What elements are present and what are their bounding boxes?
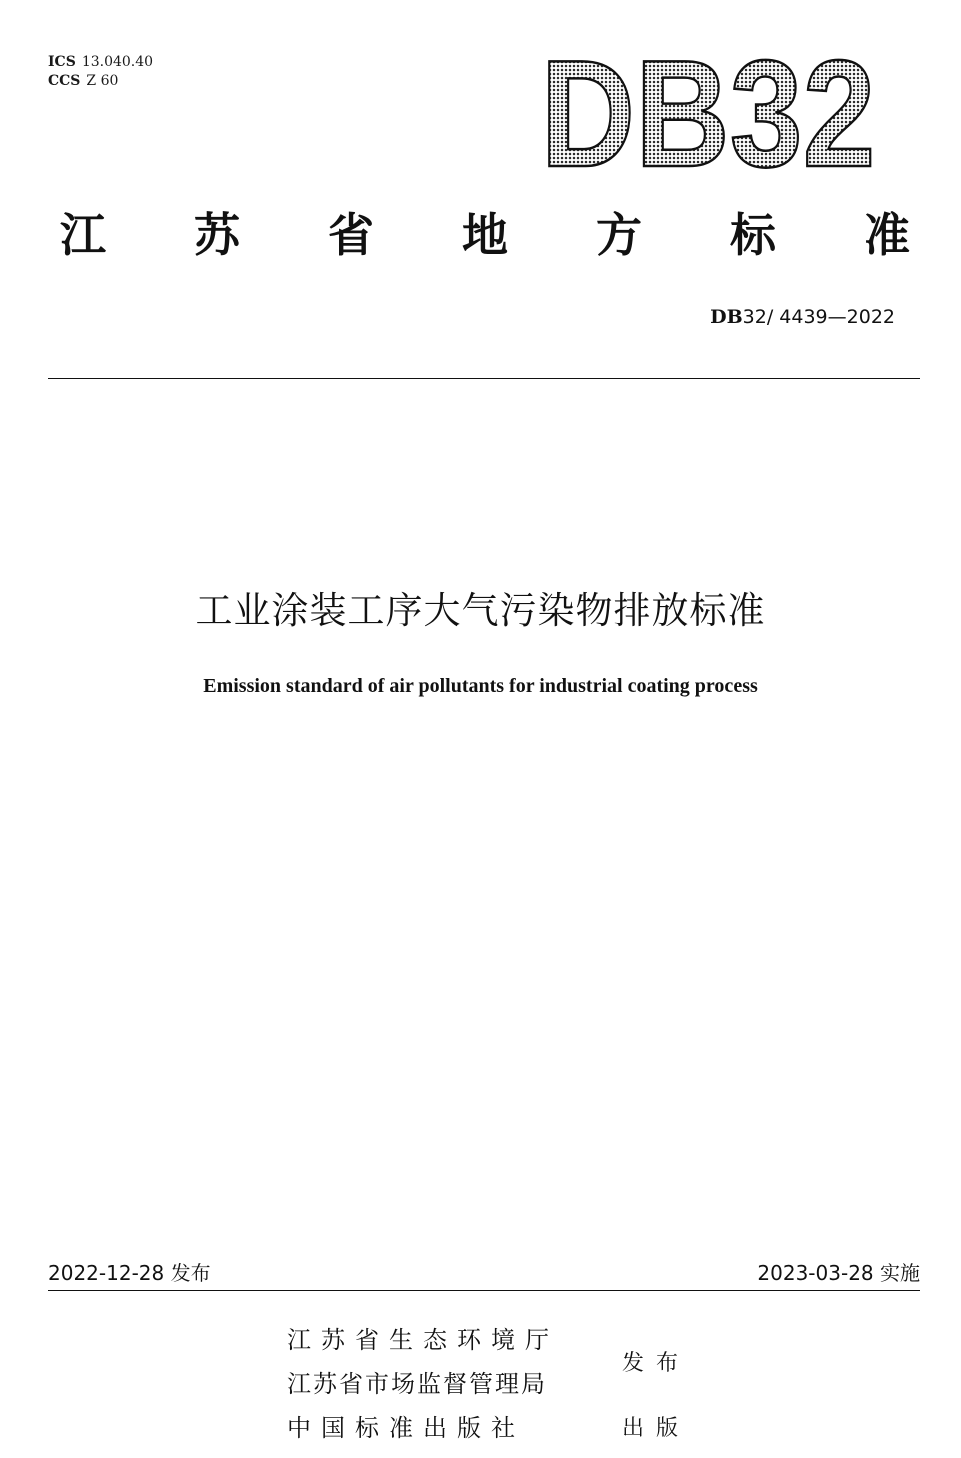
db32-logo-text: DB32: [540, 29, 876, 199]
english-title: Emission standard of air pollutants for industrial coating process: [203, 675, 758, 697]
standard-type-char: 江: [60, 208, 106, 262]
standard-type-heading: [60, 200, 910, 270]
role-issue: 发布: [622, 1351, 691, 1376]
standard-type-char: 准: [864, 208, 910, 262]
standard-number-prefix: DB: [710, 306, 743, 328]
top-divider: [48, 378, 920, 379]
bottom-divider: [48, 1290, 920, 1291]
classification-codes: [48, 53, 153, 91]
standard-type-char: 省: [328, 208, 374, 262]
standard-type-char: 标: [730, 208, 776, 262]
ccs-label: CCS: [48, 73, 81, 89]
standard-type-char: 苏: [194, 208, 240, 262]
chinese-title: 工业涂装工序大气污染物排放标准: [195, 589, 766, 632]
ics-code: 13.040.40: [81, 54, 154, 70]
ccs-line: [48, 72, 153, 91]
role-publish: 出版: [622, 1416, 691, 1441]
standard-number-rest: 32/ 4439—2022: [742, 306, 895, 328]
ccs-code: Z 60: [86, 73, 119, 89]
standard-type-char: 地: [462, 208, 508, 262]
publisher-market-regulation: 江苏省市场监督管理局: [287, 1370, 547, 1398]
standard-number: [710, 306, 895, 328]
standard-type-char: 方: [596, 208, 642, 262]
publisher-environment-dept: 江苏省生态环境厅: [287, 1326, 559, 1354]
ics-line: [48, 53, 153, 72]
issue-date: 2022-12-28 发布: [48, 1261, 211, 1285]
ics-label: ICS: [48, 54, 76, 70]
publisher-standards-press: 中国标准出版社: [287, 1414, 525, 1442]
implementation-date: 2023-03-28 实施: [757, 1261, 920, 1285]
db32-logo: [536, 29, 881, 199]
